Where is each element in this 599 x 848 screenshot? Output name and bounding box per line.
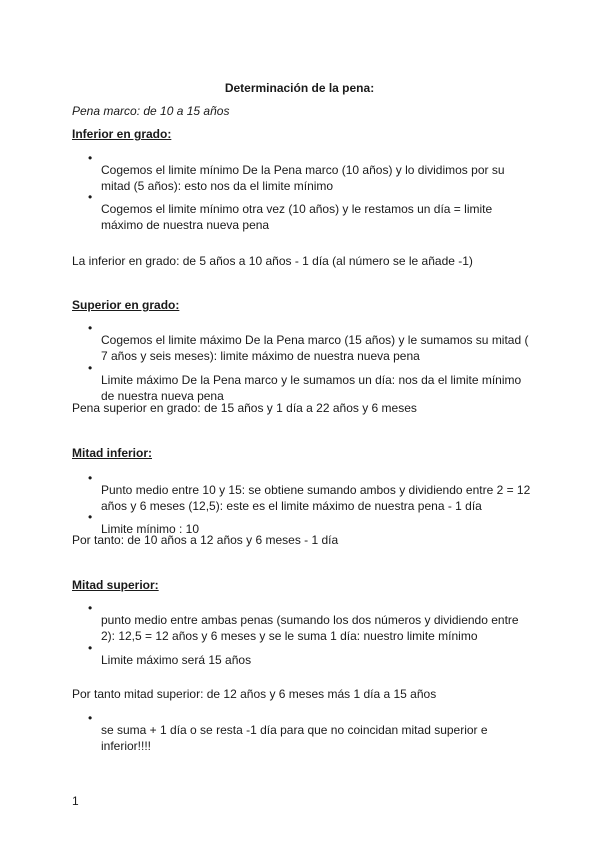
bullet-marker: • [88,321,93,335]
bullet-text: Cogemos el limite mínimo De la Pena marco (10 años) y lo dividimos por su mitad (5 años): esto nos da el limite mínimo [101,163,505,193]
bullet-marker: • [88,190,93,204]
bullet-text: punto medio entre ambas penas (sumando los dos números y dividiendo entre 2): 12,5 = 12 años y 6 meses y se le suma 1 día: nuestro limite mínimo [101,613,519,643]
bullet-text: Cogemos el limite máximo De la Pena marco (15 años) y le sumamos su mitad ( 7 años y seis meses): limite máximo de nuestra nueva pena [101,333,529,363]
section-summary: Pena superior en grado: de 15 años y 1 día a 22 años y 6 meses [72,401,417,415]
bullet-text: Limite máximo será 15 años [101,653,252,667]
bullet-text: se suma + 1 día o se resta -1 día para que no coincidan mitad superior e inferior!!!! [101,723,488,753]
section-heading-superior: Superior en grado: [72,298,180,312]
section-summary: Por tanto: de 10 años a 12 años y 6 meses - 1 día [72,533,339,547]
document-title: Determinación de la pena: [224,81,375,95]
bullet-marker: • [88,510,93,524]
bullet-marker: • [88,471,93,485]
section-heading-mitad-inferior: Mitad inferior: [72,446,152,460]
bullet-marker: • [88,711,93,725]
bullet-marker: • [88,641,93,655]
section-heading-mitad-superior: Mitad superior: [72,578,159,592]
document-subtitle: Pena marco: de 10 a 15 años [72,104,230,118]
bullet-text: Cogemos el limite mínimo otra vez (10 años) y le restamos un día = limite máximo de nuestra nueva pena [101,202,493,232]
bullet-text: Punto medio entre 10 y 15: se obtiene sumando ambos y dividiendo entre 2 = 12 años y 6 meses (12,5): este es el limite máximo de nuestra pena - 1 día [101,483,531,513]
bullet-text: Limite máximo De la Pena marco y le sumamos un día: nos da el limite mínimo de nuestra nueva pena [101,373,522,403]
bullet-marker: • [88,601,93,615]
bullet-marker: • [88,151,93,165]
page-number: 1 [72,794,79,808]
section-heading-inferior: Inferior en grado: [72,127,172,141]
bullet-text: Limite mínimo : 10 [101,522,200,536]
section-summary: La inferior en grado: de 5 años a 10 años - 1 día (al número se le añade -1) [72,254,473,268]
section-summary: Por tanto mitad superior: de 12 años y 6 meses más 1 día a 15 años [72,687,437,701]
bullet-marker: • [88,361,93,375]
